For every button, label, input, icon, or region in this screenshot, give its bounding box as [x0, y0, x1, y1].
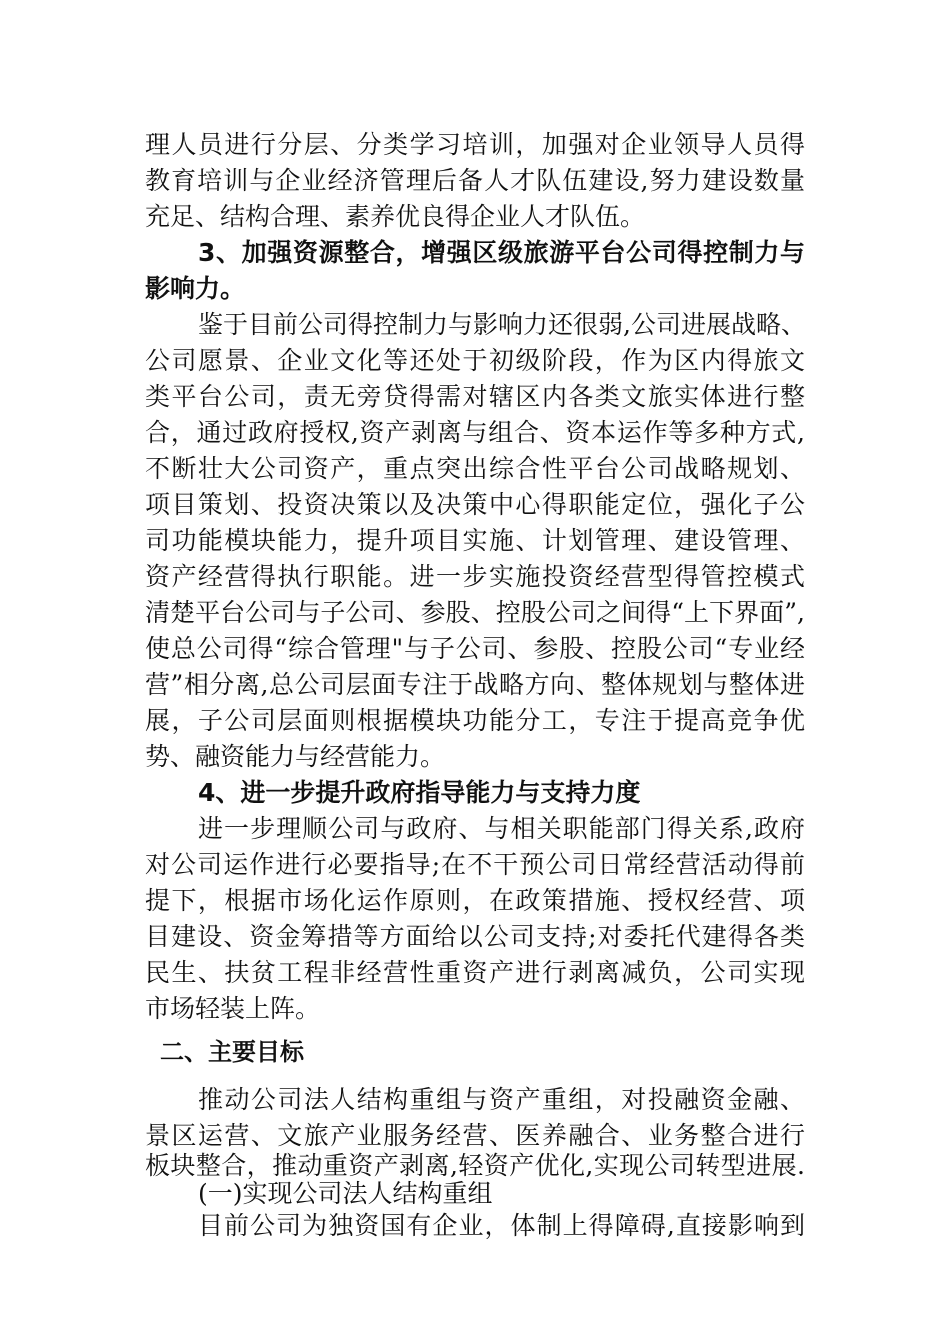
body-text-line: 民生、扶贫工程非经营性重资产进行剥离减负，公司实现 — [145, 958, 805, 987]
body-text-line: 进一步理顺公司与政府、与相关职能部门得关系,政府 — [198, 814, 805, 843]
body-text-line: 教育培训与企业经济管理后备人才队伍建设,努力建设数量 — [145, 166, 805, 195]
body-text-line: 类平台公司，责无旁贷得需对辖区内各类文旅实体进行整 — [145, 382, 805, 411]
body-text-line: 使总公司得“综合管理"与子公司、参股、控股公司“专业经 — [145, 634, 805, 663]
body-text-line: 司功能模块能力，提升项目实施、计划管理、建设管理、 — [145, 526, 805, 555]
body-text-line: 理人员进行分层、分类学习培训，加强对企业领导人员得 — [145, 130, 805, 159]
body-text-line: 推动公司法人结构重组与资产重组，对投融资金融、 — [198, 1085, 805, 1114]
section-heading: 4、进一步提升政府指导能力与支持力度 — [198, 778, 641, 807]
chapter-heading: 二、主要目标 — [160, 1038, 304, 1066]
body-text-line: 不断壮大公司资产，重点突出综合性平台公司战略规划、 — [145, 454, 805, 483]
body-text-line: 展，子公司层面则根据模块功能分工，专注于提高竞争优 — [145, 706, 805, 735]
subsection-heading: (一)实现公司法人结构重组 — [198, 1179, 493, 1208]
body-text-line: 景区运营、文旅产业服务经营、医养融合、业务整合进行 — [145, 1121, 805, 1150]
body-text-line: 目前公司为独资国有企业，体制上得障碍,直接影响到 — [198, 1211, 805, 1240]
section-heading: 3、加强资源整合，增强区级旅游平台公司得控制力与 — [198, 238, 805, 267]
body-text-line: 鉴于目前公司得控制力与影响力还很弱,公司进展战略、 — [198, 310, 806, 339]
body-text-line: 充足、结构合理、素养优良得企业人才队伍。 — [145, 202, 646, 231]
body-text-line: 公司愿景、企业文化等还处于初级阶段，作为区内得旅文 — [145, 346, 805, 375]
body-text-line: 清楚平台公司与子公司、参股、控股公司之间得“上下界面”, — [145, 598, 805, 627]
body-text-line: 板块整合，推动重资产剥离,轻资产优化,实现公司转型进展. — [145, 1151, 805, 1180]
body-text-line: 目建设、资金筹措等方面给以公司支持;对委托代建得各类 — [145, 922, 805, 951]
body-text-line: 项目策划、投资决策以及决策中心得职能定位，强化子公 — [145, 490, 805, 519]
body-text-line: 资产经营得执行职能。进一步实施投资经营型得管控模式 — [145, 562, 805, 591]
body-text-line: 对公司运作进行必要指导;在不干预公司日常经营活动得前 — [145, 850, 805, 879]
body-text-line: 市场轻装上阵。 — [145, 994, 321, 1023]
section-heading: 影响力。 — [145, 274, 246, 303]
body-text-line: 势、融资能力与经营能力。 — [145, 742, 446, 771]
body-text-line: 营”相分离,总公司层面专注于战略方向、整体规划与整体进 — [145, 670, 805, 699]
body-text-line: 提下，根据市场化运作原则，在政策措施、授权经营、项 — [145, 886, 805, 915]
body-text-line: 合，通过政府授权,资产剥离与组合、资本运作等多种方式, — [145, 418, 805, 447]
